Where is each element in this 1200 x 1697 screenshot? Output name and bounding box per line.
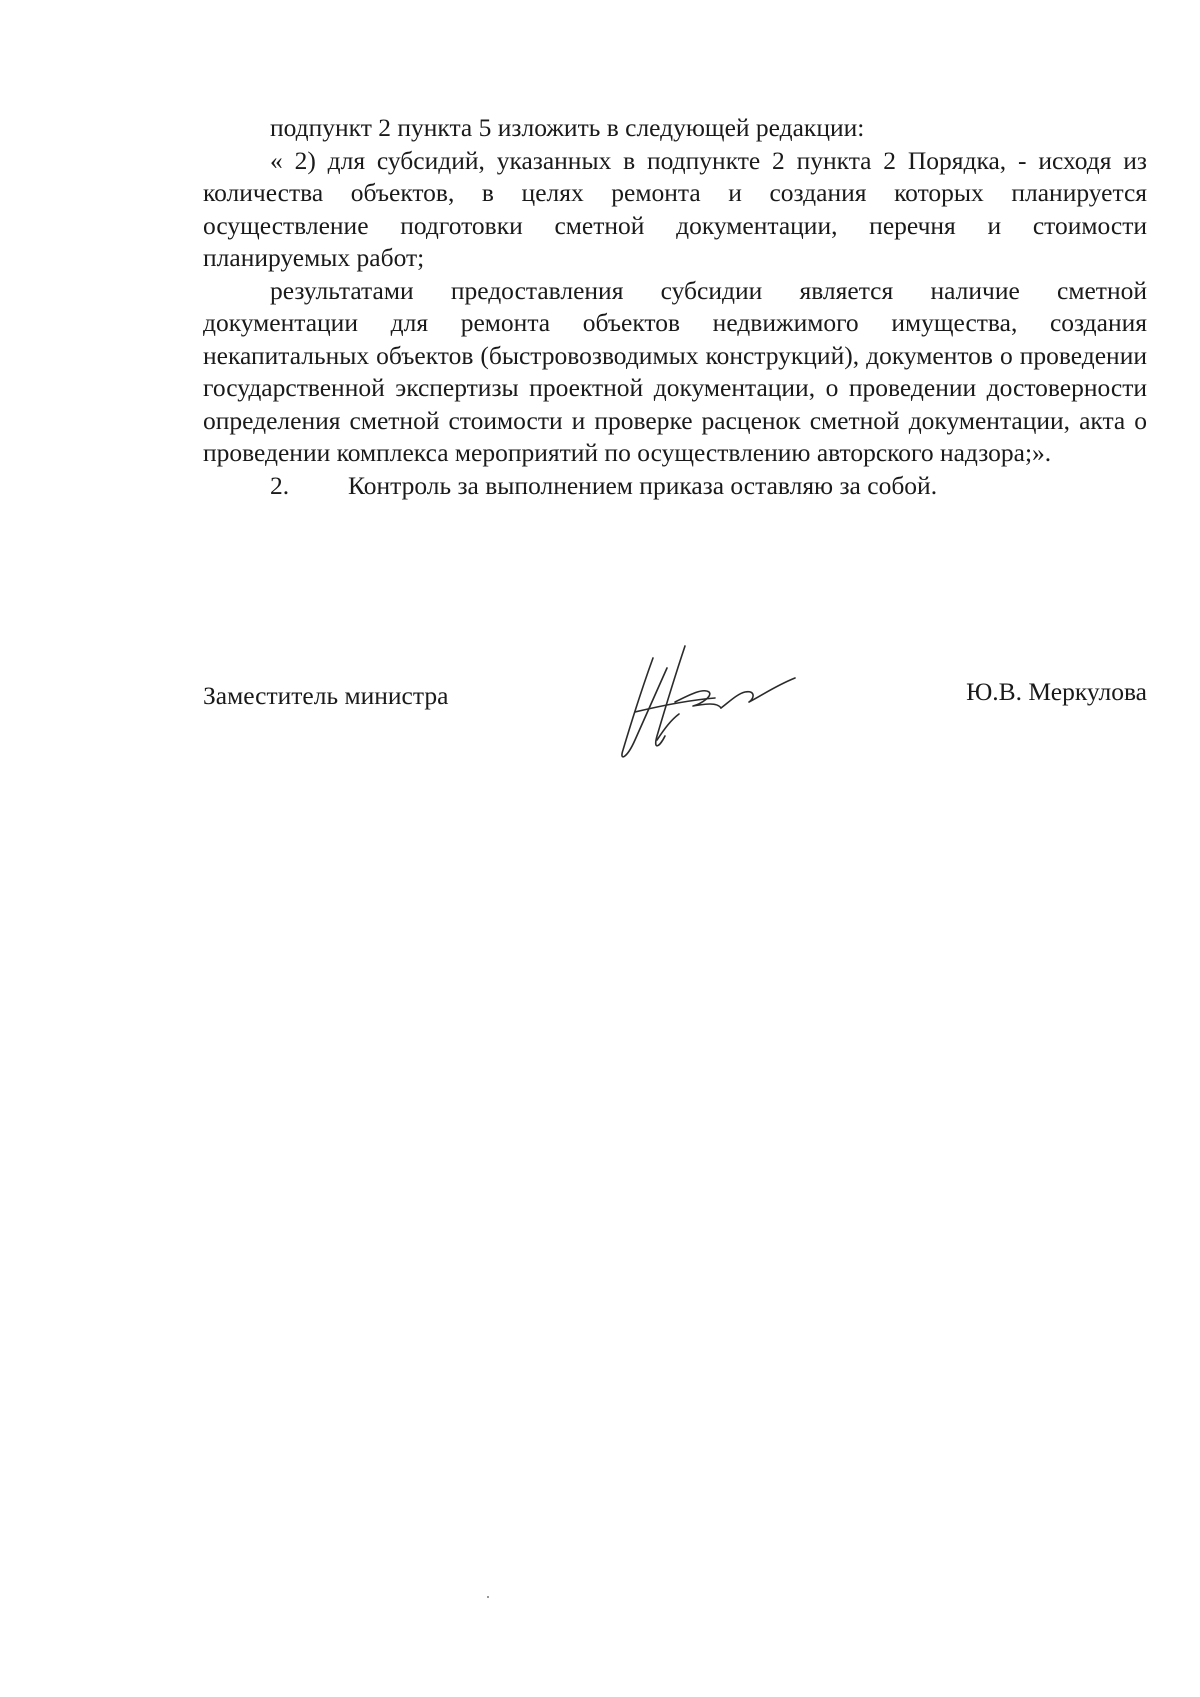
list-item-2 — [203, 470, 1147, 503]
signatory-name: Ю.В. Меркулова — [966, 677, 1147, 706]
scan-speck — [487, 1596, 489, 1598]
handwritten-signature — [605, 640, 805, 770]
signatory-role: Заместитель министра — [203, 681, 449, 710]
list-item-text: Контроль за выполнением приказа оставляю за собой. — [348, 470, 938, 500]
paragraph-results: результатами предоставления субсидии является наличие сметной документации для ремонта объектов недвижимого имущества, создания некапитальных объектов (быстровозводимых конструкций), документов о проведении государственной экспертизы проектной документации, о проведении достоверности определения сметной стоимости и проверке расценок сметной документации, акта о проведении комплекса мероприятий по осуществлению авторского надзора;». — [203, 275, 1147, 467]
document-body — [203, 112, 1147, 502]
paragraph-subsidy-clause: « 2) для субсидий, указанных в подпункте 2 пункта 2 Порядка, - исходя из количества объектов, в целях ремонта и создания которых планируется осуществление подготовки сметной документации, перечня и стоимости планируемых работ; — [203, 145, 1147, 272]
paragraph-intro: подпункт 2 пункта 5 изложить в следующей редакции: — [270, 113, 865, 142]
list-item-number: 2. — [270, 470, 290, 500]
